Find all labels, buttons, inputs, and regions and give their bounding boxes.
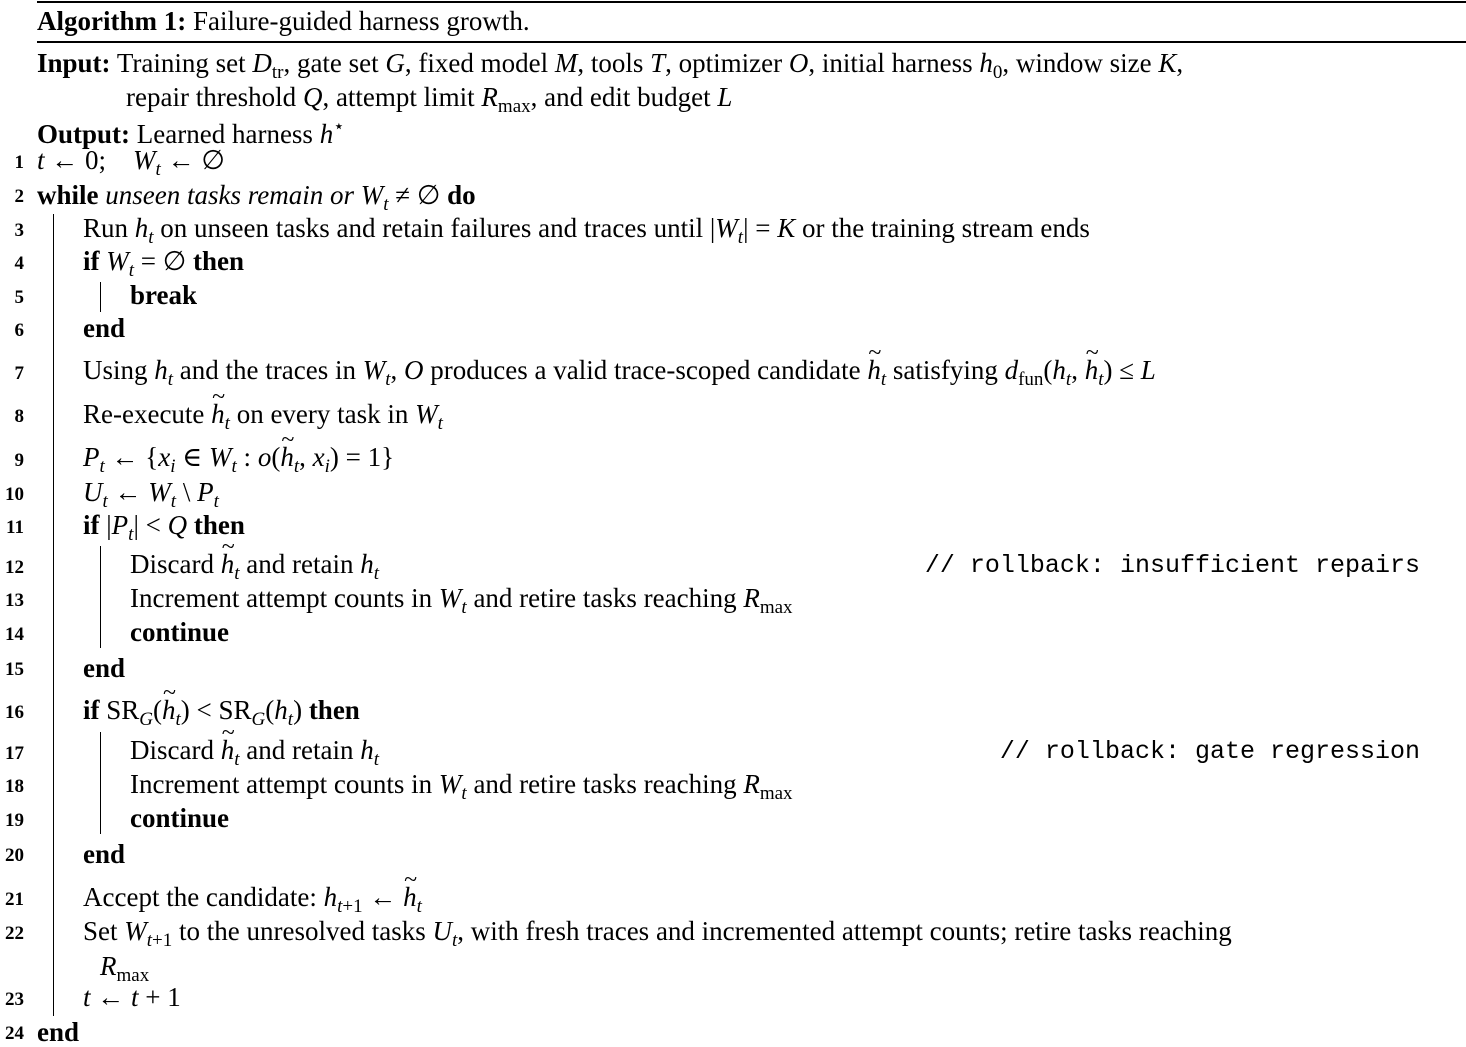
line-10: $U_t$ ← $W_t$ \ $P_t$ (83, 477, 219, 512)
line-23: t ← t + 1 (83, 982, 181, 1012)
keyword-while: while (37, 180, 99, 210)
line-number: 24 (5, 1023, 24, 1044)
line-13: Increment attempt counts in $W_t$ and retire tasks reaching $R_{max}$ (130, 583, 793, 618)
if-block-bar (100, 282, 101, 312)
line-number: 10 (5, 484, 24, 505)
output-line (37, 117, 344, 148)
line-number: 19 (5, 810, 24, 831)
comment-insufficient-repairs: // rollback: insufficient repairs (924, 551, 1420, 580)
if-block-bar (100, 732, 101, 834)
line-number: 2 (14, 186, 24, 207)
output-text: Learned harness h⋆ (136, 116, 345, 149)
line-number: 7 (14, 363, 24, 384)
line-number: 13 (5, 590, 24, 611)
line-22: Set $W_{t+1}$ to the unresolved tasks $U_t$, with fresh traces and incremented attempt counts; retire tasks reaching (83, 916, 1232, 951)
line-number: 1 (14, 152, 24, 173)
line-number: 22 (5, 923, 24, 944)
line-number: 11 (6, 517, 24, 538)
line-12: Discard ~ $h_t$ and retain $h_t$ (130, 551, 379, 583)
line-number: 5 (14, 287, 24, 308)
line-15: end (83, 653, 126, 683)
top-rule (37, 1, 1466, 3)
line-number: 15 (5, 659, 24, 680)
header-rule (37, 41, 1466, 43)
line-number: 23 (5, 989, 24, 1010)
line-22-continued: $R_{max}$ (100, 951, 150, 986)
line-24: end (37, 1017, 80, 1047)
line-3: Run $h_t$ on unseen tasks and retain failures and traces until $|W_t| = K$ or the training stream ends (83, 213, 1090, 248)
keyword-then: then (193, 510, 245, 540)
line-7: Using $h_t$ and the traces in $W_t$, O produces a valid trace-scoped candidate ~ $h_t$ satisfying $d_{fun}(h_t$, ~ $h_t) \le L$ (83, 357, 1156, 389)
line-number: 12 (5, 557, 24, 578)
line-17: Discard ~ $h_t$ and retain $h_t$ (130, 737, 379, 769)
keyword-if: if (83, 246, 100, 276)
line-number: 4 (14, 253, 24, 274)
line-number: 6 (14, 320, 24, 341)
line-number: 14 (5, 624, 24, 645)
line-18: Increment attempt counts in $W_t$ and retire tasks reaching $R_{max}$ (130, 769, 793, 804)
line-number: 20 (5, 845, 24, 866)
keyword-then: then (193, 246, 245, 276)
line-number: 9 (14, 450, 24, 471)
output-label: Output: (37, 119, 131, 149)
while-condition: unseen tasks remain or (105, 180, 354, 210)
line-number: 16 (5, 702, 24, 723)
keyword-if: if (83, 510, 100, 540)
line-1: t ← 0; $W_t$ ← ∅ (37, 145, 225, 180)
input-text-1: Training set $D_{tr}$, gate set G, fixed model M, tools T, optimizer O, initial harness $h_0$, window size K, (116, 48, 1184, 83)
line-20: end (83, 839, 126, 869)
algorithm-title: Failure-guided harness growth. (192, 6, 530, 36)
if-block-bar (100, 546, 101, 648)
line-8: Re-execute ~ $h_t$ on every task in $W_t$ (83, 401, 443, 433)
keyword-if: if (83, 695, 100, 725)
line-11: if $|P_t| < Q$ then (83, 510, 245, 545)
line-9: $P_t$ ← {$x_i$ ∈ $W_t$ : o(~ $h_t$, $x_i) = 1$} (83, 444, 394, 476)
line-number: 3 (14, 220, 24, 241)
input-line-1 (37, 50, 1183, 82)
line-5: break (130, 280, 198, 310)
line-19: continue (130, 803, 230, 833)
algorithm-label: Algorithm 1: (37, 6, 187, 36)
keyword-then: then (308, 695, 360, 725)
keyword-do: do (447, 180, 476, 210)
line-number: 8 (14, 406, 24, 427)
algorithm-caption (37, 8, 530, 35)
line-16: if $SR_G(\sim$ $h_t) < SR_G(h_t)$ then (83, 697, 360, 729)
input-line-2 (126, 84, 732, 116)
while-block-bar (53, 214, 54, 1016)
line-number: 18 (5, 776, 24, 797)
line-14: continue (130, 617, 230, 647)
line-2: while unseen tasks remain or $W_t$ ≠ ∅ do (37, 180, 476, 215)
line-21: Accept the candidate: $h_{t+1}$ ← ~ $h_t$ (83, 884, 422, 916)
input-label: Input: (37, 48, 111, 78)
line-4: if $W_t$ = ∅ then (83, 246, 245, 281)
comment-gate-regression: // rollback: gate regression (999, 737, 1420, 766)
input-text-2: repair threshold Q, attempt limit $R_{max}$, and edit budget L (126, 82, 733, 117)
line-number: 17 (5, 743, 24, 764)
line-number: 21 (5, 889, 24, 910)
line-6: end (83, 313, 126, 343)
